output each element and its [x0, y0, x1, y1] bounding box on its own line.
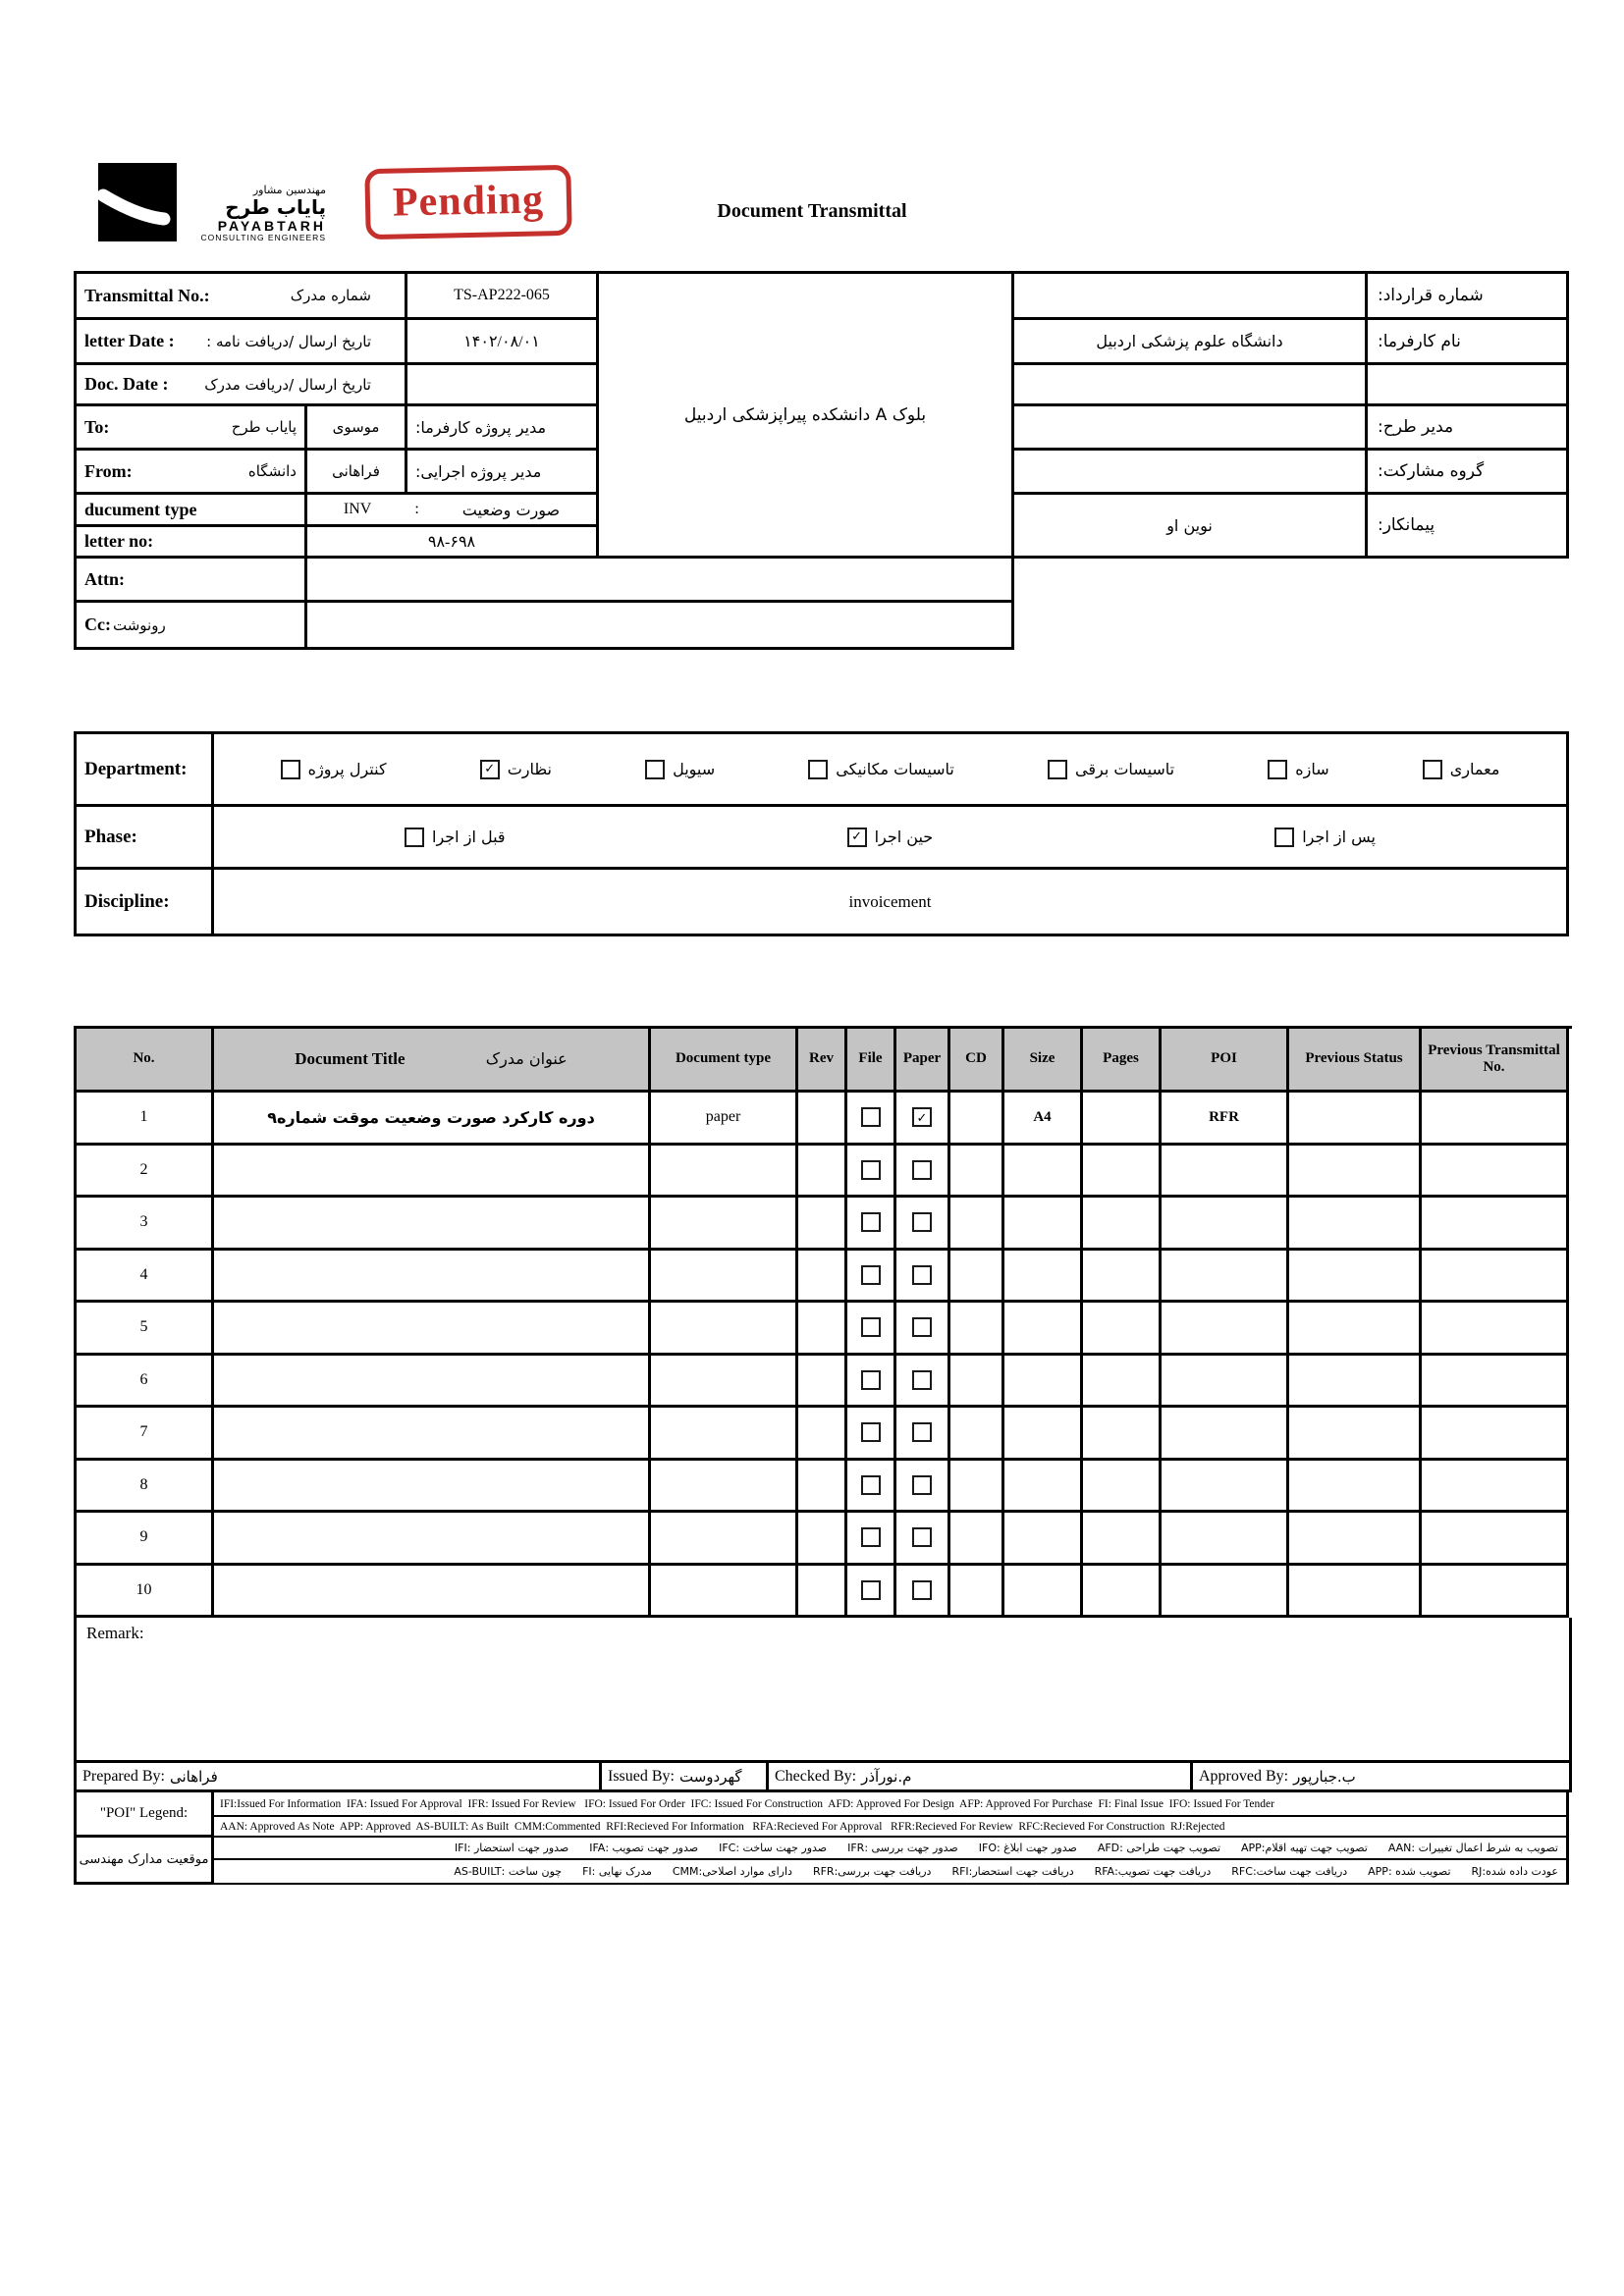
contractor-value: نوین او	[1014, 495, 1368, 559]
phase-during-checkbox	[847, 828, 867, 847]
phase-label: Phase:	[77, 807, 214, 870]
row-title	[214, 1303, 651, 1356]
dept-supervision: نظارت ✓	[480, 760, 552, 779]
row-rev	[798, 1303, 847, 1356]
from-role-label: مدیر پروژه اجرایی:	[407, 451, 599, 495]
row-prev-status	[1289, 1303, 1422, 1356]
row-no: 3	[77, 1198, 214, 1251]
row-rev	[798, 1356, 847, 1409]
page-title: Document Transmittal	[717, 200, 907, 222]
row-pages	[1083, 1251, 1162, 1304]
row-paper-cell	[896, 1408, 950, 1461]
row-cd	[950, 1356, 1004, 1409]
row-pages	[1083, 1146, 1162, 1199]
file-checkbox	[861, 1107, 881, 1127]
row-size	[1004, 1198, 1083, 1251]
col-header-prev-status: Previous Status	[1289, 1029, 1422, 1093]
col-header-title: Document Title عنوان مدرک	[214, 1029, 651, 1093]
prepared-by: Prepared By: فراهانی	[77, 1763, 602, 1792]
phase-before-execution: قبل از اجرا	[405, 828, 506, 847]
doc-status-legend-label: موقعیت مدارک مهندسی	[77, 1838, 214, 1885]
cc-value	[307, 603, 1014, 650]
paper-checkbox	[912, 1107, 932, 1127]
brand-fa-big: پایاب طرح	[225, 195, 326, 220]
dept-structure-checkbox	[1268, 760, 1287, 779]
contractor-label: پیمانکار:	[1368, 495, 1569, 559]
col-header-rev: Rev	[798, 1029, 847, 1093]
pending-stamp: Pending	[364, 165, 571, 240]
row-size	[1004, 1303, 1083, 1356]
row-prev-transmittal	[1422, 1461, 1569, 1514]
row-prev-status	[1289, 1146, 1422, 1199]
row-prev-transmittal	[1422, 1408, 1569, 1461]
department-options	[214, 734, 1569, 807]
brand-en: PAYABTARH	[217, 217, 326, 234]
row-no: 2	[77, 1146, 214, 1199]
jv-group-label: گروه مشارکت:	[1368, 451, 1569, 495]
row-file-cell	[847, 1093, 896, 1146]
row-pages	[1083, 1356, 1162, 1409]
row-pages	[1083, 1566, 1162, 1619]
row-file-cell	[847, 1513, 896, 1566]
row-cd	[950, 1513, 1004, 1566]
row-rev	[798, 1146, 847, 1199]
blank-row-value	[1014, 365, 1368, 406]
col-header-file: File	[847, 1029, 896, 1093]
contract-no-label: شماره قرارداد:	[1368, 274, 1569, 320]
row-type	[651, 1408, 798, 1461]
row-pages	[1083, 1513, 1162, 1566]
row-pages	[1083, 1198, 1162, 1251]
row-prev-transmittal	[1422, 1356, 1569, 1409]
row-title	[214, 1461, 651, 1514]
row-prev-status	[1289, 1566, 1422, 1619]
row-title	[214, 1408, 651, 1461]
row-no: 7	[77, 1408, 214, 1461]
row-rev	[798, 1461, 847, 1514]
phase-options	[214, 807, 1569, 870]
row-no: 6	[77, 1356, 214, 1409]
row-prev-status	[1289, 1408, 1422, 1461]
row-prev-transmittal	[1422, 1251, 1569, 1304]
row-paper-cell	[896, 1198, 950, 1251]
row-rev	[798, 1408, 847, 1461]
row-type	[651, 1513, 798, 1566]
dept-structure: سازه	[1268, 760, 1328, 779]
row-no: 1	[77, 1093, 214, 1146]
row-no: 10	[77, 1566, 214, 1619]
row-file-cell	[847, 1251, 896, 1304]
header-info-table	[74, 271, 1569, 650]
row-prev-status	[1289, 1461, 1422, 1514]
col-header-pages: Pages	[1083, 1029, 1162, 1093]
row-prev-transmittal	[1422, 1198, 1569, 1251]
transmittal-no-value: TS-AP222-065	[407, 274, 599, 320]
dept-project-control-checkbox	[281, 760, 300, 779]
row-title	[214, 1251, 651, 1304]
discipline-label: Discipline:	[77, 870, 214, 936]
row-rev	[798, 1251, 847, 1304]
file-checkbox	[861, 1580, 881, 1600]
row-no: 5	[77, 1303, 214, 1356]
row-type	[651, 1566, 798, 1619]
row-rev	[798, 1566, 847, 1619]
row-paper-cell	[896, 1566, 950, 1619]
phase-before-checkbox	[405, 828, 424, 847]
row-file-cell	[847, 1303, 896, 1356]
dept-electrical-checkbox	[1048, 760, 1067, 779]
row-prev-transmittal	[1422, 1566, 1569, 1619]
paper-checkbox	[912, 1265, 932, 1285]
row-size	[1004, 1408, 1083, 1461]
file-checkbox	[861, 1370, 881, 1390]
row-title: دوره کارکرد صورت وضعیت موقت شماره۹	[214, 1093, 651, 1146]
row-prev-status	[1289, 1356, 1422, 1409]
row-size	[1004, 1461, 1083, 1514]
row-cd	[950, 1251, 1004, 1304]
paper-checkbox	[912, 1422, 932, 1442]
phase-after-execution: پس از اجرا	[1274, 828, 1376, 847]
paper-checkbox	[912, 1475, 932, 1495]
file-checkbox	[861, 1160, 881, 1180]
client-value: دانشگاه علوم پزشکی اردبیل	[1014, 320, 1368, 365]
row-type	[651, 1303, 798, 1356]
row-pages	[1083, 1093, 1162, 1146]
row-size	[1004, 1513, 1083, 1566]
row-title	[214, 1146, 651, 1199]
col-header-cd: CD	[950, 1029, 1004, 1093]
row-paper-cell	[896, 1513, 950, 1566]
discipline-value: invoicement	[214, 870, 1569, 936]
attn-value	[307, 559, 1014, 603]
row-poi	[1162, 1356, 1289, 1409]
classification-table	[74, 731, 1569, 936]
paper-checkbox	[912, 1212, 932, 1232]
row-paper-cell	[896, 1093, 950, 1146]
row-cd	[950, 1198, 1004, 1251]
row-prev-status	[1289, 1251, 1422, 1304]
phase-after-checkbox	[1274, 828, 1294, 847]
row-size	[1004, 1356, 1083, 1409]
to-role-label: مدیر پروژه کارفرما:	[407, 406, 599, 451]
poi-legend-label: "POI" Legend:	[77, 1792, 214, 1838]
row-pages	[1083, 1408, 1162, 1461]
poi-legend-en-row2: AAN: Approved As Note APP: Approved AS-BUILT: As Built CMM:Commented RFI:Recieved For Information RFA:Recieved For Approval RFR:Recieved For Review RFC:Recieved For Construction RJ:Rejected	[214, 1817, 1569, 1838]
letter-no-label: letter no:	[77, 527, 307, 559]
dept-project-control: کنترل پروژه	[281, 760, 387, 779]
remark-label: Remark:	[86, 1624, 144, 1642]
file-checkbox	[861, 1422, 881, 1442]
row-file-cell	[847, 1356, 896, 1409]
poi-legend-en-row1: IFI:Issued For Information IFA: Issued For Approval IFR: Issued For Review IFO: Issued For Order IFC: Issued For Construction AFD: Approved For Design AFP: Approved For Purchase FI: Final Issue IFO: Issued For Tender	[214, 1792, 1569, 1817]
row-cd	[950, 1146, 1004, 1199]
row-rev	[798, 1513, 847, 1566]
contract-no-value	[1014, 274, 1368, 320]
col-header-size: Size	[1004, 1029, 1083, 1093]
row-prev-transmittal	[1422, 1303, 1569, 1356]
col-header-no: No.	[77, 1029, 214, 1093]
dept-civil: سیویل	[645, 760, 715, 779]
col-header-paper: Paper	[896, 1029, 950, 1093]
row-type	[651, 1461, 798, 1514]
client-label: نام کارفرما:	[1368, 320, 1569, 365]
dept-civil-checkbox	[645, 760, 665, 779]
jv-group-value	[1014, 451, 1368, 495]
row-poi	[1162, 1408, 1289, 1461]
checked-by: Checked By: م.نورآذر	[769, 1763, 1193, 1792]
dept-mechanical-checkbox	[808, 760, 828, 779]
file-checkbox	[861, 1265, 881, 1285]
row-type: paper	[651, 1093, 798, 1146]
dept-architecture: معماری	[1423, 760, 1500, 779]
row-file-cell	[847, 1146, 896, 1199]
paper-checkbox	[912, 1160, 932, 1180]
row-paper-cell	[896, 1303, 950, 1356]
dept-architecture-checkbox	[1423, 760, 1442, 779]
remark-box	[77, 1618, 1572, 1763]
brand-en-sub: CONSULTING ENGINEERS	[200, 233, 326, 243]
brand-fa-small: مهندسین مشاور	[252, 184, 326, 196]
row-cd	[950, 1303, 1004, 1356]
row-file-cell	[847, 1461, 896, 1514]
row-prev-status	[1289, 1093, 1422, 1146]
paper-checkbox	[912, 1317, 932, 1337]
row-size	[1004, 1566, 1083, 1619]
row-type	[651, 1198, 798, 1251]
row-poi	[1162, 1566, 1289, 1619]
dept-mechanical: تاسیسات مکانیکی	[808, 760, 954, 779]
row-cd	[950, 1093, 1004, 1146]
department-label: Department:	[77, 734, 214, 807]
doc-date-label: Doc. Date : تاریخ ارسال /دریافت مدرک	[77, 365, 407, 406]
document-type-label: ducument type	[77, 495, 307, 527]
dept-electrical: تاسیسات برقی	[1048, 760, 1174, 779]
col-header-prev-transmittal: Previous Transmittal No.	[1422, 1029, 1569, 1093]
row-file-cell	[847, 1566, 896, 1619]
row-title	[214, 1356, 651, 1409]
row-type	[651, 1146, 798, 1199]
row-type	[651, 1251, 798, 1304]
approved-by: Approved By: ب.جبارپور	[1193, 1763, 1572, 1792]
paper-checkbox	[912, 1580, 932, 1600]
row-prev-transmittal	[1422, 1513, 1569, 1566]
file-checkbox	[861, 1475, 881, 1495]
row-title	[214, 1566, 651, 1619]
row-prev-transmittal	[1422, 1093, 1569, 1146]
row-pages	[1083, 1461, 1162, 1514]
row-cd	[950, 1461, 1004, 1514]
documents-block	[74, 1026, 1572, 1885]
row-poi	[1162, 1513, 1289, 1566]
col-header-poi: POI	[1162, 1029, 1289, 1093]
row-poi: RFR	[1162, 1093, 1289, 1146]
row-size	[1004, 1251, 1083, 1304]
row-title	[214, 1513, 651, 1566]
row-paper-cell	[896, 1251, 950, 1304]
row-poi	[1162, 1303, 1289, 1356]
letter-date-value: ۱۴۰۲/۰۸/۰۱	[407, 320, 599, 365]
phase-during-execution: حین اجرا ✓	[847, 828, 934, 847]
file-checkbox	[861, 1317, 881, 1337]
row-prev-status	[1289, 1513, 1422, 1566]
blank-row-label	[1368, 365, 1569, 406]
row-poi	[1162, 1251, 1289, 1304]
row-cd	[950, 1566, 1004, 1619]
cc-label: Cc: رونوشت	[77, 603, 307, 650]
row-no: 8	[77, 1461, 214, 1514]
row-prev-status	[1289, 1198, 1422, 1251]
row-prev-transmittal	[1422, 1146, 1569, 1199]
row-file-cell	[847, 1408, 896, 1461]
poi-legend-fa-row1: تصویب به شرط اعمال تغییرات :AAN تصویب جهت تهیه اقلام:APP تصویب جهت طراحی :AFD صدور جهت ابلاغ :IFO صدور جهت بررسی :IFR صدور جهت ساخت :IFC صدور جهت تصویب :IFA صدور جهت استحضار :IFI	[214, 1838, 1569, 1860]
row-size	[1004, 1146, 1083, 1199]
row-cd	[950, 1408, 1004, 1461]
row-no: 4	[77, 1251, 214, 1304]
issued-by: Issued By: گهردوست	[602, 1763, 769, 1792]
row-poi	[1162, 1461, 1289, 1514]
doc-date-value	[407, 365, 599, 406]
signature-row	[77, 1763, 1572, 1792]
row-rev	[798, 1198, 847, 1251]
row-poi	[1162, 1198, 1289, 1251]
file-checkbox	[861, 1212, 881, 1232]
row-paper-cell	[896, 1461, 950, 1514]
letter-date-label: letter Date : تاریخ ارسال /دریافت نامه :	[77, 320, 407, 365]
transmittal-no-label: Transmittal No.: شماره مدرک	[77, 274, 407, 320]
row-paper-cell	[896, 1146, 950, 1199]
row-no: 9	[77, 1513, 214, 1566]
row-paper-cell	[896, 1356, 950, 1409]
paper-checkbox	[912, 1527, 932, 1547]
row-poi	[1162, 1146, 1289, 1199]
design-manager-value	[1014, 406, 1368, 451]
paper-checkbox	[912, 1370, 932, 1390]
col-header-type: Document type	[651, 1029, 798, 1093]
from-field: From: دانشگاه	[77, 451, 307, 495]
to-field: To: پایاب طرح	[77, 406, 307, 451]
from-person: فراهانی	[307, 451, 407, 495]
row-title	[214, 1198, 651, 1251]
file-checkbox	[861, 1527, 881, 1547]
project-name: بلوک A دانشکده پیراپزشکی اردبیل	[599, 274, 1014, 559]
design-manager-label: مدیر طرح:	[1368, 406, 1569, 451]
poi-legend-fa-row2: عودت داده شده:RJ تصویب شده :APP دریافت جهت ساخت:RFC دریافت جهت تصویب:RFA دریافت جهت استحضار:RFI دریافت جهت بررسی:RFR دارای موارد اصلاحی:CMM مدرک نهایی :FI چون ساخت :AS-BUILT	[214, 1860, 1569, 1885]
letter-no-value: ۹۸-۶۹۸	[307, 527, 599, 559]
row-pages	[1083, 1303, 1162, 1356]
document-type-value: INV : صورت وضعیت	[307, 495, 599, 527]
poi-legend	[77, 1792, 1572, 1885]
documents-table	[77, 1029, 1572, 1618]
attn-label: Attn:	[77, 559, 307, 603]
row-type	[651, 1356, 798, 1409]
dept-supervision-checkbox	[480, 760, 500, 779]
row-rev	[798, 1093, 847, 1146]
to-person: موسوی	[307, 406, 407, 451]
row-file-cell	[847, 1198, 896, 1251]
row-size: A4	[1004, 1093, 1083, 1146]
